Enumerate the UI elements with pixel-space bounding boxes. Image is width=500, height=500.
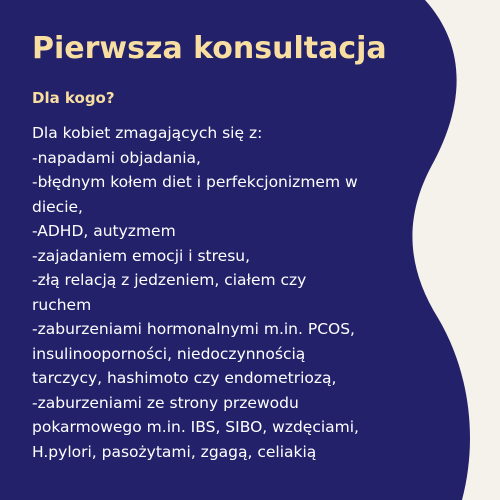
body-text	[32, 121, 432, 464]
body-line: ruchem	[32, 295, 92, 314]
page-title: Pierwsza konsultacja	[32, 31, 387, 66]
body-line: -błędnym kołem diet i perfekcjonizmem w	[32, 173, 358, 191]
body-line: diecie,	[32, 197, 83, 216]
body-line: -zaburzeniami hormonalnymi m.in. PCOS,	[32, 320, 355, 338]
body-line: insulinooporności, niedoczynnością	[32, 344, 306, 363]
body-line: -zajadaniem emocji i stresu,	[32, 246, 251, 265]
body-line: H.pylori, pasożytami, zgagą, celiakią	[32, 442, 317, 461]
body-line: pokarmowego m.in. IBS, SIBO, wzdęciami,	[32, 418, 359, 436]
body-line: tarczycy, hashimoto czy endometriozą,	[32, 369, 337, 387]
body-line: -zaburzeniami ze strony przewodu	[32, 393, 299, 412]
body-line: -napadami objadania,	[32, 148, 201, 167]
body-line: Dla kobiet zmagających się z:	[32, 124, 263, 142]
body-line: -złą relacją z jedzeniem, ciałem czy	[32, 271, 307, 289]
body-line: -ADHD, autyzmem	[32, 222, 176, 240]
section-heading: Dla kogo?	[32, 89, 115, 107]
